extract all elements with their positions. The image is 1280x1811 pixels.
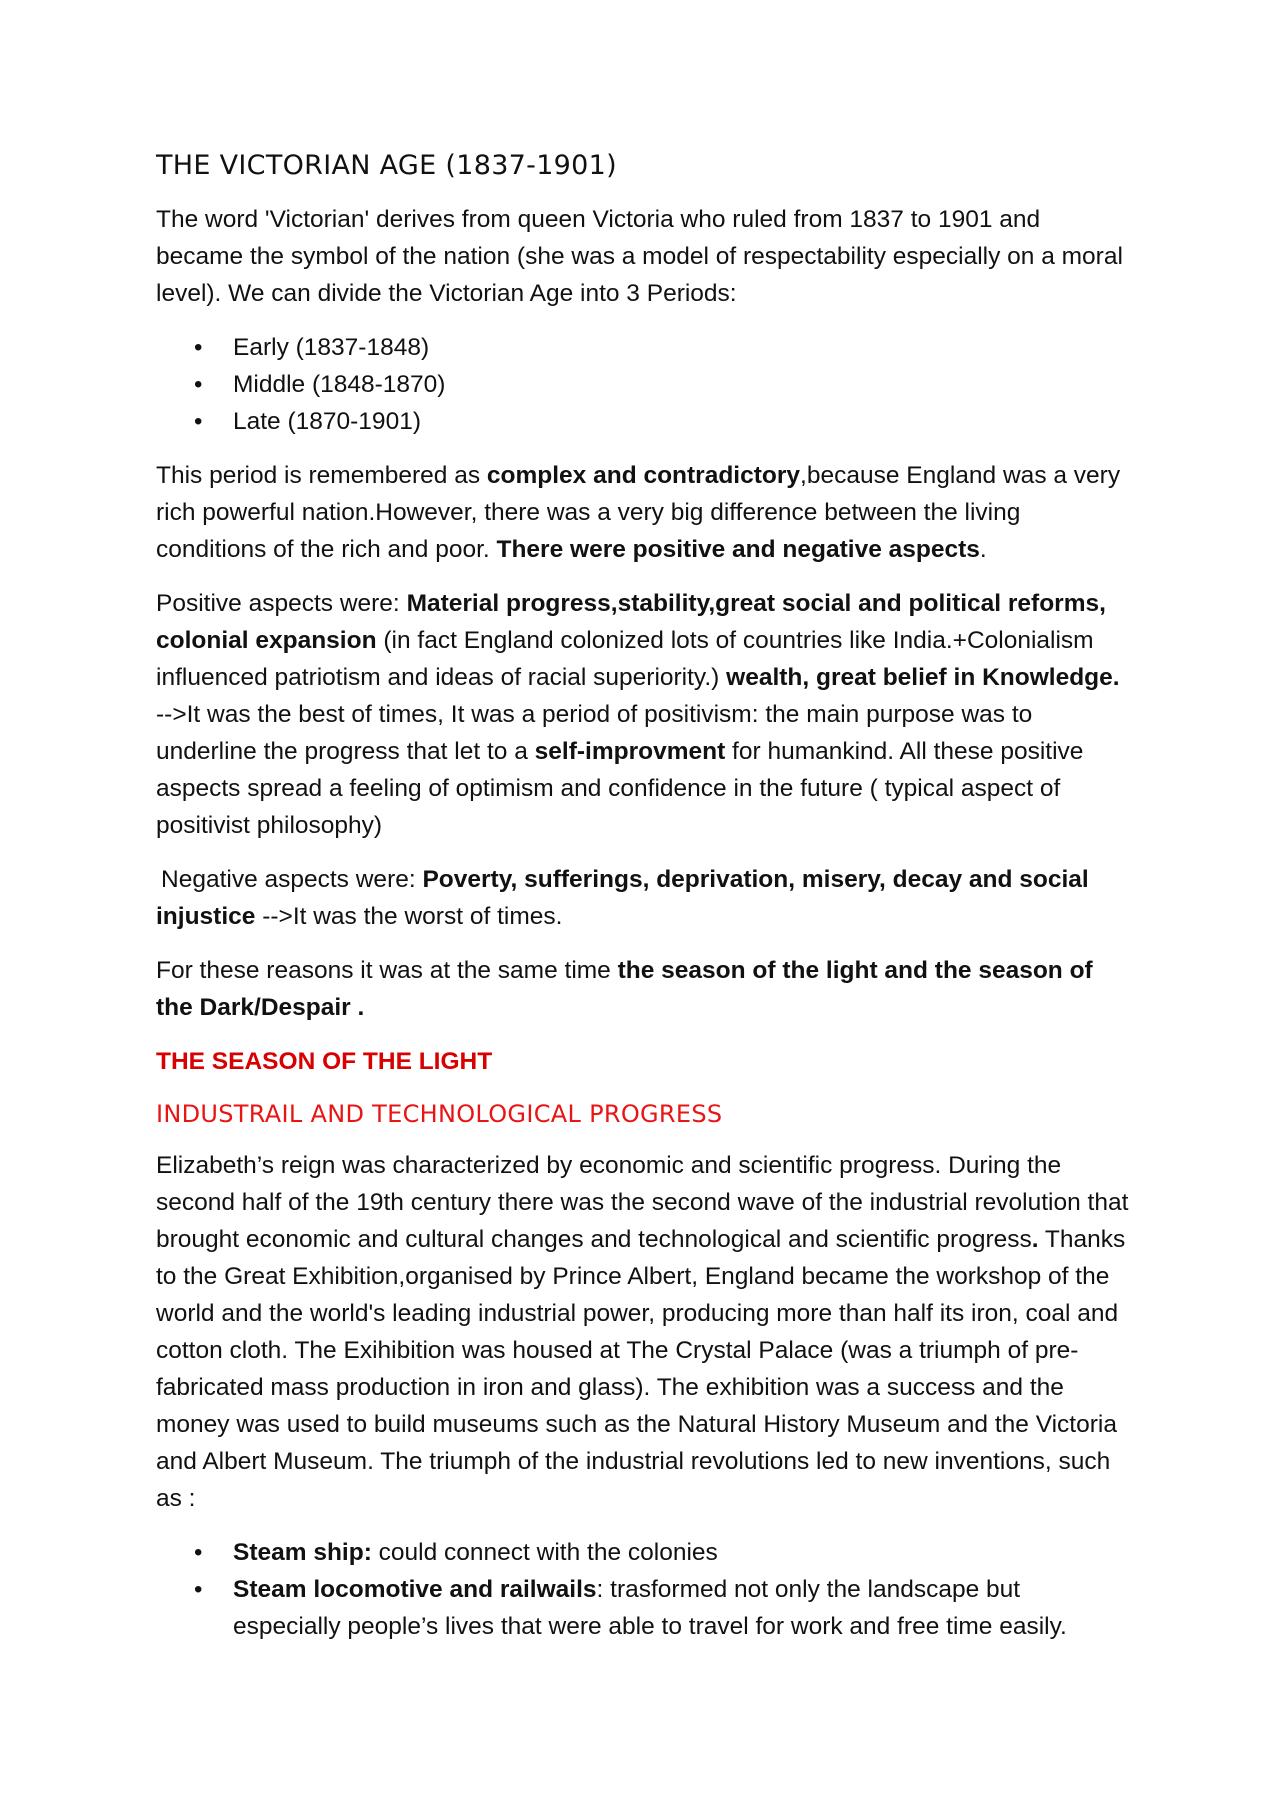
document-title: THE VICTORIAN AGE (1837-1901)	[156, 150, 617, 181]
periods-list	[156, 329, 1130, 440]
list-item: • Middle (1848-1870)	[156, 366, 1130, 403]
inventions-list	[156, 1534, 1130, 1645]
positive-aspects-paragraph: Positive aspects were: Material progress,stability,great social and political reforms, colonial expansion (in fact England colonized lots of countries like India.+Colonialism influenced patriotism and ideas of racial superiority.) wealth, great belief in Knowledge. -->It was the best of times, It was a period of positivism: the main purpose was to underline the progress that let to a self-improvment for humankind. All these positive aspects spread a feeling of optimism and confidence in the future ( typical aspect of positivist philosophy)	[156, 590, 1120, 839]
bullet-icon: •	[194, 1576, 203, 1603]
list-item: • Late (1870-1901)	[156, 403, 1130, 440]
intro-paragraph: The word 'Victorian' derives from queen Victoria who ruled from 1837 to 1901 and became the symbol of the nation (she was a model of respectability especially on a moral level). We can divide the Victorian Age into 3 Periods:	[156, 206, 1123, 307]
list-item: • Early (1837-1848)	[156, 329, 1130, 366]
season-paragraph: For these reasons it was at the same time the season of the light and the season of the Dark/Despair .	[156, 957, 1093, 1021]
section-heading-light: THE SEASON OF THE LIGHT	[156, 1048, 493, 1075]
section-heading-industrial: INDUSTRAIL AND TECHNOLOGICAL PROGRESS	[156, 1100, 723, 1128]
bullet-icon: •	[194, 334, 203, 361]
negative-aspects-paragraph: Negative aspects were: Poverty, sufferings, deprivation, misery, decay and social injustice -->It was the worst of times.	[156, 866, 1089, 930]
list-item: • Steam locomotive and railwails: trasformed not only the landscape but especially people’s lives that were able to travel for work and free time easily.	[156, 1571, 1130, 1645]
bullet-icon: •	[194, 1539, 203, 1566]
list-item: • Steam ship: could connect with the colonies	[156, 1534, 1130, 1571]
bullet-icon: •	[194, 371, 203, 398]
bullet-icon: •	[194, 408, 203, 435]
contradictory-paragraph: This period is remembered as complex and contradictory,because England was a very rich powerful nation.However, there was a very big difference between the living conditions of the rich and poor. There were positive and negative aspects.	[156, 462, 1121, 563]
industrial-paragraph: Elizabeth’s reign was characterized by economic and scientific progress. During the second half of the 19th century there was the second wave of the industrial revolution that brought economic and cultural changes and technological and scientific progress. Thanks to the Great Exhibition,organised by Prince Albert, England became the workshop of the world and the world's leading industrial power, producing more than half its iron, coal and cotton cloth. The Exihibition was housed at The Crystal Palace (was a triumph of pre-fabricated mass production in iron and glass). The exhibition was a success and the money was used to build museums such as the Natural History Museum and the Victoria and Albert Museum. The triumph of the industrial revolutions led to new inventions, such as :	[156, 1152, 1129, 1512]
